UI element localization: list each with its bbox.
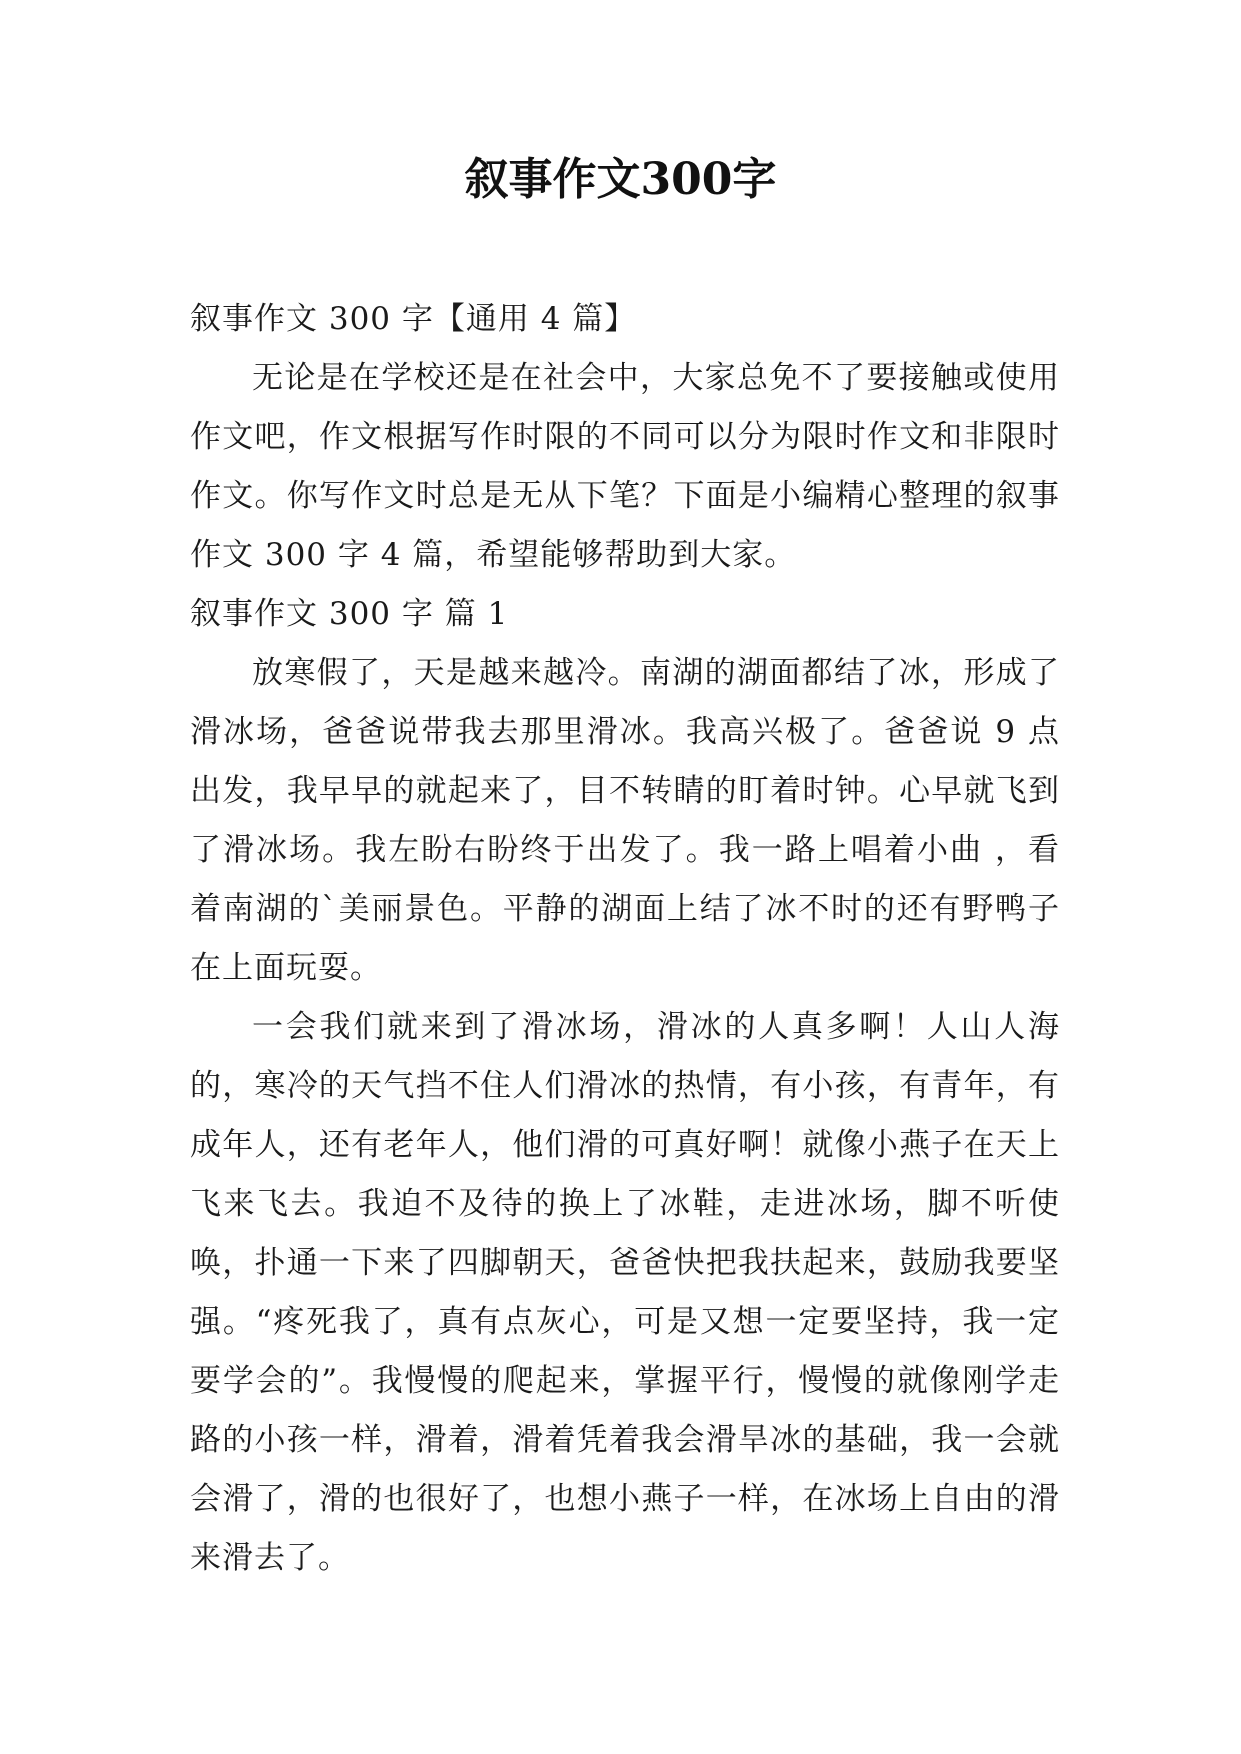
document-subtitle: 叙事作文 300 字【通用 4 篇】	[190, 301, 637, 337]
intro-paragraph: 无论是在学校还是在社会中，大家总免不了要接触或使用作文吧，作文根据写作时限的不同可以分为限时作文和非限时作文。你写作文时总是无从下笔？下面是小编精心整理的叙事作文 300 字 4 篇，希望能够帮助到大家。	[190, 360, 1060, 573]
section-paragraph-2: 一会我们就来到了滑冰场，滑冰的人真多啊！人山人海的，寒冷的天气挡不住人们滑冰的热情，有小孩，有青年，有成年人，还有老年人，他们滑的可真好啊！就像小燕子在天上飞来飞去。我迫不及待的换上了冰鞋，走进冰场，脚不听使唤，扑通一下来了四脚朝天，爸爸快把我扶起来，鼓励我要坚强。“疼死我了，真有点灰心，可是又想一定要坚持，我一定要学会的”。我慢慢的爬起来，掌握平行，慢慢的就像刚学走路的小孩一样，滑着，滑着凭着我会滑旱冰的基础，我一会就会滑了，滑的也很好了，也想小燕子一样，在冰场上自由的滑来滑去了。	[190, 1009, 1060, 1576]
section-paragraph-1: 放寒假了，天是越来越冷。南湖的湖面都结了冰，形成了滑冰场，爸爸说带我去那里滑冰。我高兴极了。爸爸说 9 点出发，我早早的就起来了，目不转睛的盯着时钟。心早就飞到了滑冰场。我左盼右盼终于出发了。我一路上唱着小曲 ，看着南湖的`美丽景色。平静的湖面上结了冰不时的还有野鸭子在上面玩耍。	[190, 655, 1060, 986]
document-title: 叙事作文300字	[464, 154, 777, 205]
document-body	[190, 290, 1060, 1588]
section-heading: 叙事作文 300 字 篇 1	[190, 596, 509, 632]
